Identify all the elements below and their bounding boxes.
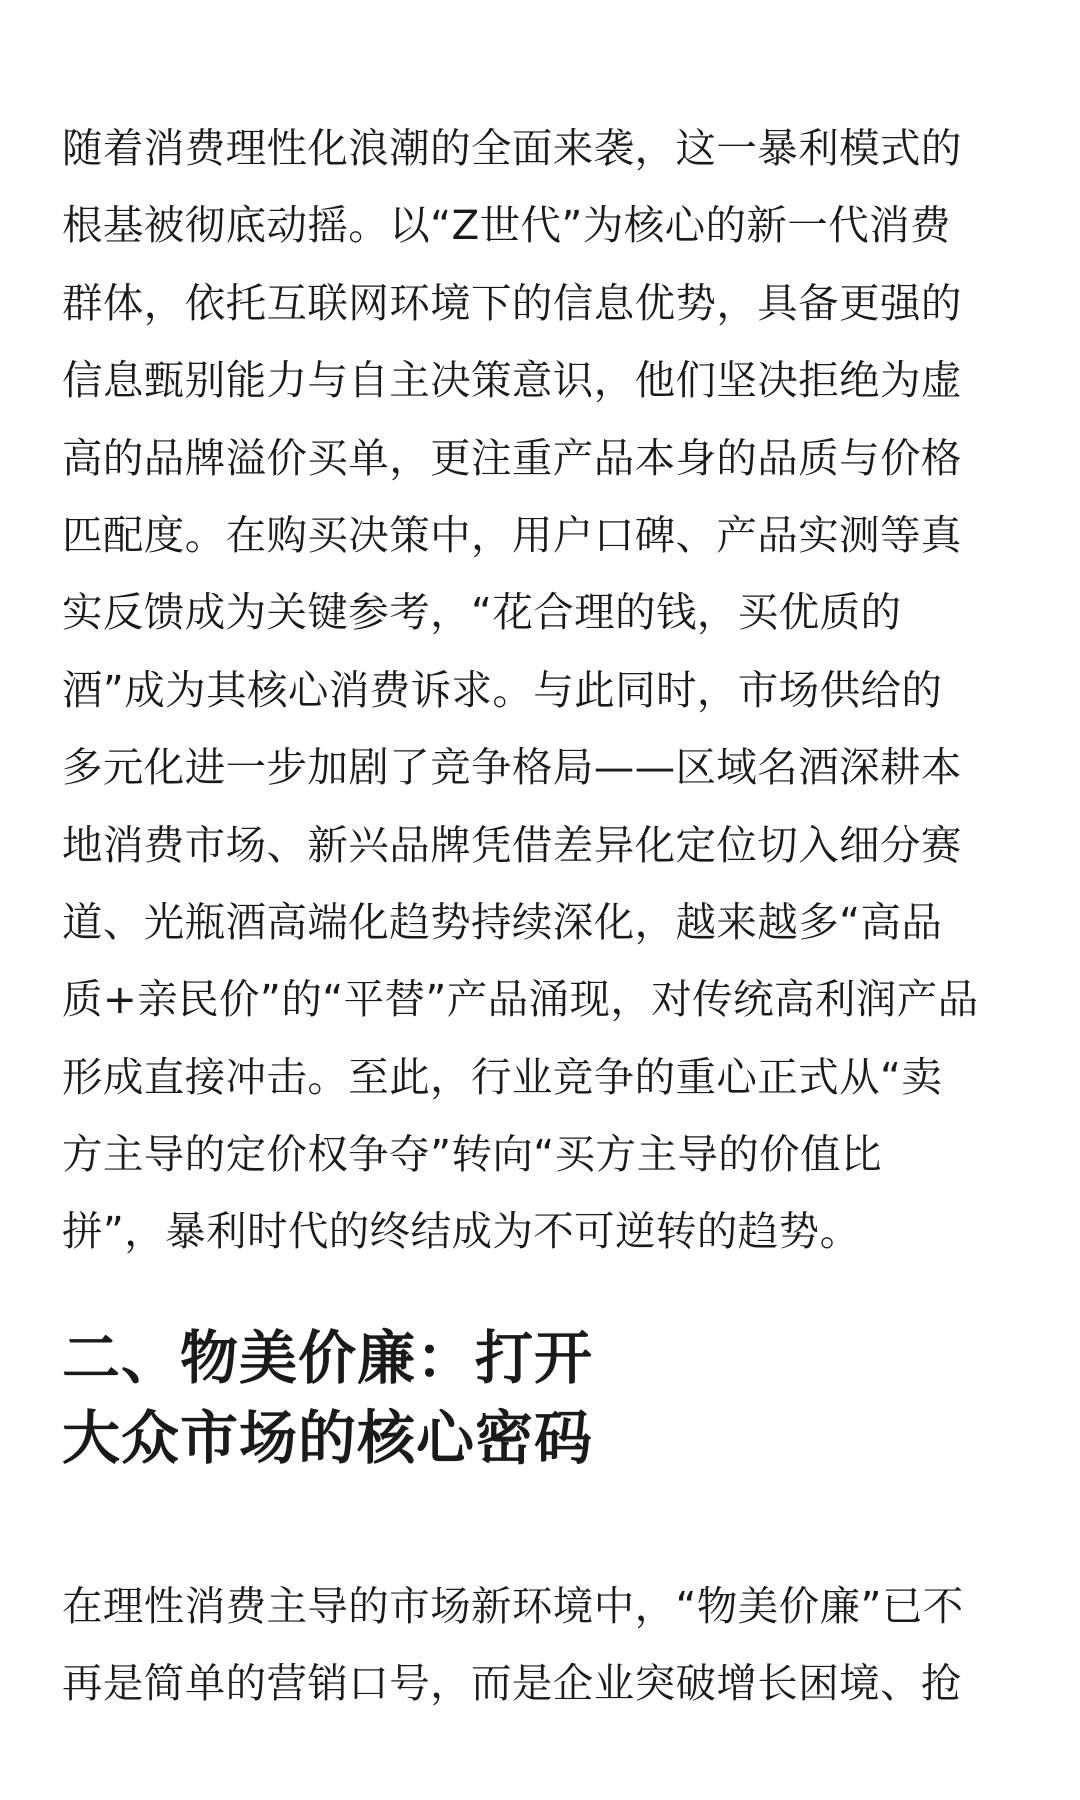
text-line: 匹配度。在购买决策中，用户口碑、产品实测等真	[62, 510, 962, 559]
text-line: 根基被彻底动摇。以“Z世代”为核心的新一代消费	[62, 201, 951, 250]
text-line: 信息甄别能力与自主决策意识，他们坚决拒绝为虚	[62, 356, 962, 405]
text-line: 实反馈成为关键参考，“花合理的钱，买优质的	[62, 588, 902, 637]
text-line: 形成直接冲击。至此，行业竞争的重心正式从“卖	[62, 1052, 943, 1101]
text-line: 在理性消费主导的市场新环境中，“物美价廉”已不	[62, 1582, 964, 1630]
text-line: 方主导的定价权争夺”转向“买方主导的价值比	[62, 1130, 882, 1179]
heading-line: 二、物美价廉：打开	[62, 1324, 594, 1392]
text-line: 高的品牌溢价买单，更注重产品本身的品质与价格	[62, 433, 962, 482]
article-body-continued	[62, 1568, 1024, 1723]
text-line: 再是简单的营销口号，而是企业突破增长困境、抢	[62, 1659, 962, 1708]
text-line: 地消费市场、新兴品牌凭借差异化定位切入细分赛	[62, 820, 962, 869]
heading-line: 大众市场的核心密码	[62, 1404, 594, 1472]
text-line: 拼”，暴利时代的终结成为不可逆转的趋势。	[62, 1207, 861, 1256]
text-line: 随着消费理性化浪潮的全面来袭，这一暴利模式的	[62, 124, 962, 172]
article-body	[62, 110, 1024, 1271]
text-line: 质+亲民价”的“平替”产品涌现，对传统高利润产品	[62, 975, 979, 1024]
text-line: 道、光瓶酒高端化趋势持续深化，越来越多“高品	[62, 897, 943, 946]
paragraph-value-for-money	[62, 1568, 1024, 1723]
text-line: 群体，依托互联网环境下的信息优势，具备更强的	[62, 278, 962, 327]
text-line: 多元化进一步加剧了竞争格局——区域名酒深耕本	[62, 743, 962, 792]
paragraph-consumer-shift	[62, 110, 1024, 1271]
section-heading	[62, 1318, 1024, 1478]
text-line: 酒”成为其核心消费诉求。与此同时，市场供给的	[62, 665, 943, 714]
